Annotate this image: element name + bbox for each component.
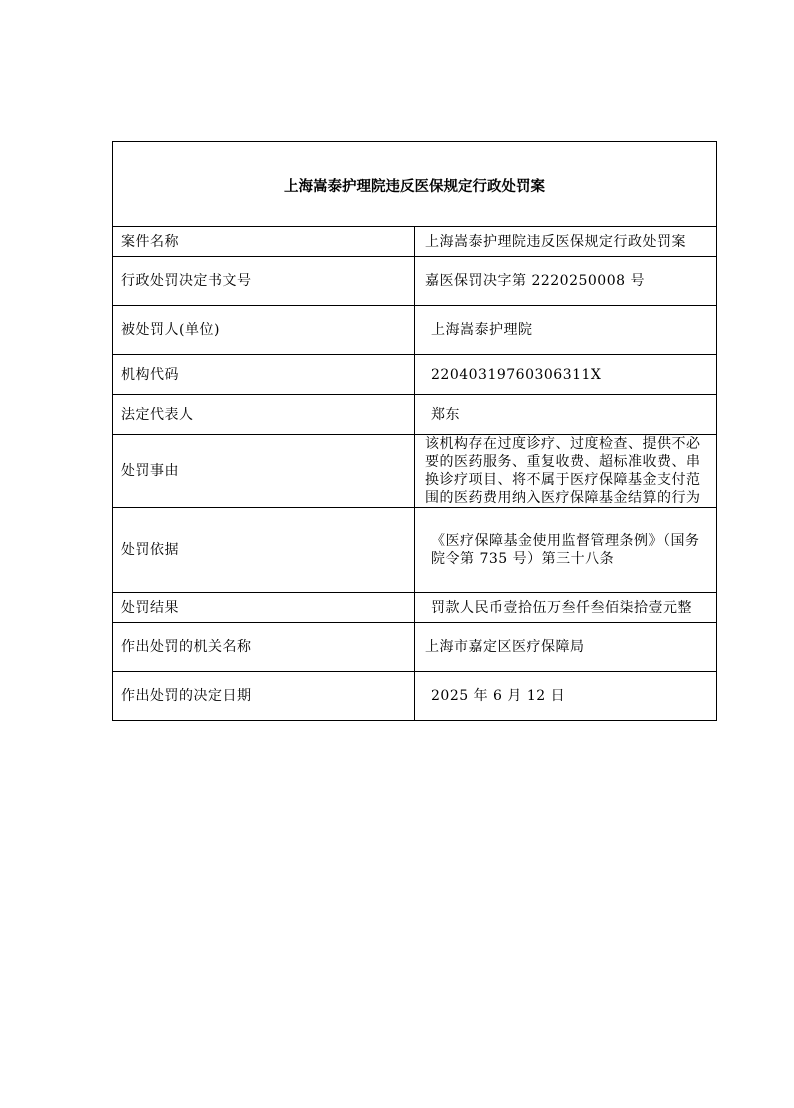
decision-number-label: 行政处罚决定书文号 (113, 257, 415, 306)
issuing-authority-label: 作出处罚的机关名称 (113, 623, 415, 672)
table-row (113, 623, 717, 672)
org-code-label: 机构代码 (113, 355, 415, 395)
decision-number-value: 嘉医保罚决字第 2220250008 号 (415, 257, 717, 306)
penalty-basis-label: 处罚依据 (113, 508, 415, 593)
penalized-party-value: 上海嵩泰护理院 (415, 306, 717, 355)
penalty-result-value: 罚款人民币壹拾伍万叁仟叁佰柒拾壹元整 (415, 593, 717, 623)
legal-rep-label: 法定代表人 (113, 395, 415, 435)
table-row (113, 257, 717, 306)
decision-date-value: 2025 年 6 月 12 日 (415, 672, 717, 721)
document-title: 上海嵩泰护理院违反医保规定行政处罚案 (113, 142, 717, 227)
table-row (113, 306, 717, 355)
table-row (113, 508, 717, 593)
decision-date-label: 作出处罚的决定日期 (113, 672, 415, 721)
penalty-reason-value: 该机构存在过度诊疗、过度检查、提供不必要的医药服务、重复收费、超标准收费、串换诊疗项目、将不属于医疗保障基金支付范围的医药费用纳入医疗保障基金结算的行为 (415, 435, 717, 508)
table-row (113, 395, 717, 435)
penalty-info-table (112, 141, 717, 721)
case-name-value: 上海嵩泰护理院违反医保规定行政处罚案 (415, 227, 717, 257)
table-row (113, 227, 717, 257)
case-name-label: 案件名称 (113, 227, 415, 257)
table-row (113, 435, 717, 508)
penalized-party-label: 被处罚人(单位) (113, 306, 415, 355)
legal-rep-value: 郑东 (415, 395, 717, 435)
title-row (113, 142, 717, 227)
table-row (113, 672, 717, 721)
issuing-authority-value: 上海市嘉定区医疗保障局 (415, 623, 717, 672)
penalty-result-label: 处罚结果 (113, 593, 415, 623)
table-row (113, 593, 717, 623)
penalty-basis-value: 《医疗保障基金使用监督管理条例》（国务院令第 735 号）第三十八条 (415, 508, 717, 593)
penalty-reason-label: 处罚事由 (113, 435, 415, 508)
org-code-value: 22040319760306311X (415, 355, 717, 395)
table-row (113, 355, 717, 395)
